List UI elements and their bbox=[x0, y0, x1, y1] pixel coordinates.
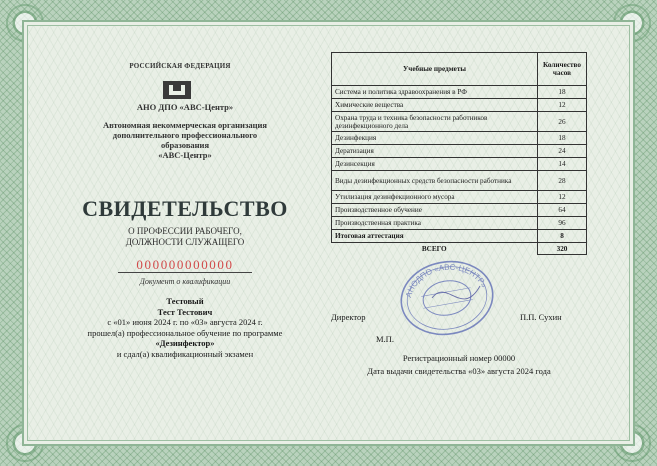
subject-name: Итоговая аттестация bbox=[332, 230, 538, 243]
subject-name: Дезинфекция bbox=[332, 132, 538, 145]
document-title: СВИДЕТЕЛЬСТВО bbox=[82, 196, 288, 221]
table-row bbox=[332, 145, 587, 158]
document-type: Документ о квалификации bbox=[139, 277, 231, 286]
total-hours: 320 bbox=[538, 243, 587, 255]
subject-name: Химические вещества bbox=[332, 99, 538, 112]
subject-name: Производственная практика bbox=[332, 217, 538, 230]
total-label: ВСЕГО bbox=[421, 244, 447, 253]
table-row bbox=[332, 132, 587, 145]
subject-name: Производственное обучение bbox=[332, 204, 538, 217]
table-row bbox=[332, 230, 587, 243]
subject-name: Дератизация bbox=[332, 145, 538, 158]
subject-name: Дезинсекция bbox=[332, 158, 538, 171]
number-underline bbox=[118, 272, 252, 273]
issue-date: Дата выдачи свидетельства «03» августа 2024 года bbox=[367, 366, 551, 376]
subject-name: Охрана труда и техника безопасности работников дезинфекционного дела bbox=[332, 112, 538, 132]
table-row bbox=[332, 191, 587, 204]
org-full-line: «АВС-Центр» bbox=[158, 150, 212, 160]
org-full-name bbox=[92, 120, 278, 160]
total-row bbox=[332, 243, 587, 255]
holder-surname: Тестовый bbox=[166, 296, 204, 306]
table-row bbox=[332, 86, 587, 99]
document-subtitle bbox=[104, 226, 266, 248]
subject-hours: 12 bbox=[538, 99, 587, 112]
header-subjects: Учебные предметы bbox=[332, 53, 538, 86]
table-row bbox=[332, 158, 587, 171]
subject-name: Виды дезинфекционных средств безопасности работника bbox=[332, 171, 538, 191]
subject-hours: 8 bbox=[538, 230, 587, 243]
table-row bbox=[332, 112, 587, 132]
program-name: «Дезинфектор» bbox=[155, 338, 215, 349]
table-header bbox=[332, 53, 587, 86]
subject-hours: 12 bbox=[538, 191, 587, 204]
registration-number: Регистрационный номер 00000 bbox=[402, 353, 516, 363]
table-row bbox=[332, 171, 587, 191]
org-full-line: дополнительного профессионального образования bbox=[112, 130, 258, 150]
subject-name: Утилизация дезинфекционного мусора bbox=[332, 191, 538, 204]
svg-text:АНОДПО «АВС-ЦЕНТР»: АНОДПО «АВС-ЦЕНТР» bbox=[404, 262, 489, 299]
subjects-table bbox=[331, 52, 587, 255]
logo-icon bbox=[163, 81, 191, 99]
subjects-table-wrap bbox=[331, 52, 587, 255]
table-row bbox=[332, 217, 587, 230]
holder-name: Тест Тестович bbox=[157, 306, 213, 317]
seal-stamp-icon bbox=[392, 258, 502, 338]
director-name: П.П. Сухин bbox=[520, 312, 562, 322]
subject-hours: 28 bbox=[538, 171, 587, 191]
subject-name: Система и политика здравоохранения в РФ bbox=[332, 86, 538, 99]
subject-hours: 24 bbox=[538, 145, 587, 158]
org-short-name: АНО ДПО «АВС-Центр» bbox=[136, 102, 234, 112]
training-statement: прошел(а) профессиональное обучение по программе bbox=[87, 327, 283, 338]
table-row bbox=[332, 99, 587, 112]
subtitle-line: ДОЛЖНОСТИ СЛУЖАЩЕГО bbox=[125, 237, 245, 247]
director-label: Директор bbox=[331, 312, 366, 322]
exam-statement: и сдал(а) квалификационный экзамен bbox=[116, 348, 254, 359]
training-period: с «01» июня 2024 г. по «03» августа 2024 г. bbox=[107, 317, 263, 328]
subject-hours: 26 bbox=[538, 112, 587, 132]
subject-hours: 64 bbox=[538, 204, 587, 217]
org-full-line: Автономная некоммерческая организация bbox=[102, 120, 267, 130]
subject-hours: 96 bbox=[538, 217, 587, 230]
header-hours: Количество часов bbox=[538, 53, 587, 86]
seal-place-label: М.П. bbox=[376, 334, 394, 344]
subtitle-line: О ПРОФЕССИИ РАБОЧЕГО, bbox=[128, 226, 242, 236]
country-label: РОССИЙСКАЯ ФЕДЕРАЦИЯ bbox=[129, 62, 231, 70]
subject-hours: 18 bbox=[538, 86, 587, 99]
holder-block bbox=[60, 296, 310, 360]
certificate-number: 000000000000 bbox=[136, 257, 234, 272]
subject-hours: 14 bbox=[538, 158, 587, 171]
subject-hours: 18 bbox=[538, 132, 587, 145]
table-row bbox=[332, 204, 587, 217]
